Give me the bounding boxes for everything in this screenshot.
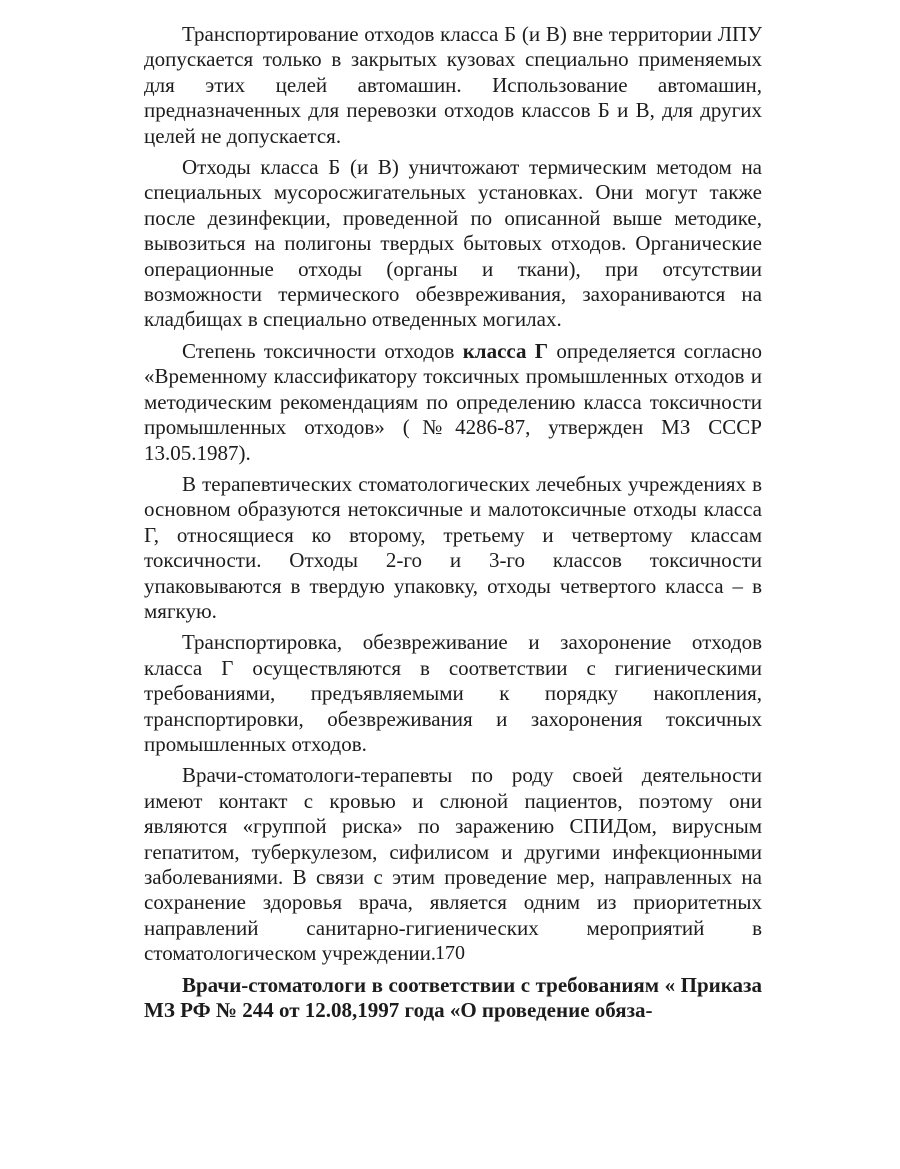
paragraph-order-244: Врачи-стоматологи в соответствии с требованиям « Приказа МЗ РФ № 244 от 12.08,1997 года «О проведение обяза- [144, 972, 762, 1023]
paragraph-transport-b-v: Транспортирование отходов класса Б (и В) вне территории ЛПУ допускается только в закрытых кузовах специально применяемых для этих целей автомашин. Использование автомашин, предназначенных для перевозки отходов классов Б и В, для других целей не допускается. [144, 22, 762, 148]
paragraph-transport-class-g: Транспортировка, обезвреживание и захоронение отходов класса Г осуществляются в соответствии с гигиеническими требованиями, предъявляемыми к порядку накопления, транспортировки, обезвреживания и захоронения токсичных промышленных отходов. [144, 630, 762, 756]
paragraph-bold-term: класса Г [462, 338, 549, 363]
paragraph-therapeutic-waste: В терапевтических стоматологических лечебных учреждениях в основном образуются нетоксичные и малотоксичные отходы класса Г, относящиеся ко второму, третьему и четвертому классам токсичности. Отходы 2-го и 3-го классов токсичности упаковываются в твердую упаковку, отходы четвертого класса – в мягкую. [144, 471, 762, 623]
page-number: 170 [435, 942, 465, 964]
paragraph-text-before: Степень токсичности отходов [182, 338, 463, 363]
paragraph-text-after: определяется согласно «Временному классификатору токсичных промышленных отходов и методическим рекомендациям по определению класса токсичности промышленных отходов» (№4286-87, утвержден МЗ СССР 13.05.1987). [144, 338, 763, 465]
document-page [144, 22, 762, 1029]
paragraph-risk-group: Врачи-стоматологи-терапевты по роду своей деятельности имеют контакт с кровью и слюной пациентов, поэтому они являются «группой риска» по заражению СПИДом, вирусным гепатитом, туберкулезом, сифилисом и другими инфекционными заболеваниями. В связи с этим проведение мер, направленных на сохранение здоровья врача, является одним из приоритетных направлений санитарно-гигиенических мероприятий в стоматологическом учреждении. [144, 763, 762, 966]
paragraph-toxicity-class-g [144, 339, 762, 466]
paragraph-destruction-b-v: Отходы класса Б (и В) уничтожают термическим методом на специальных мусоросжигательных установках. Они могут также после дезинфекции, проведенной по описанной выше методике, вывозиться на полигоны твердых бытовых отходов. Органические операционные отходы (органы и ткани), при отсутствии возможности термического обезвреживания, захораниваются на кладбищах в специально отведенных могилах. [144, 155, 762, 332]
